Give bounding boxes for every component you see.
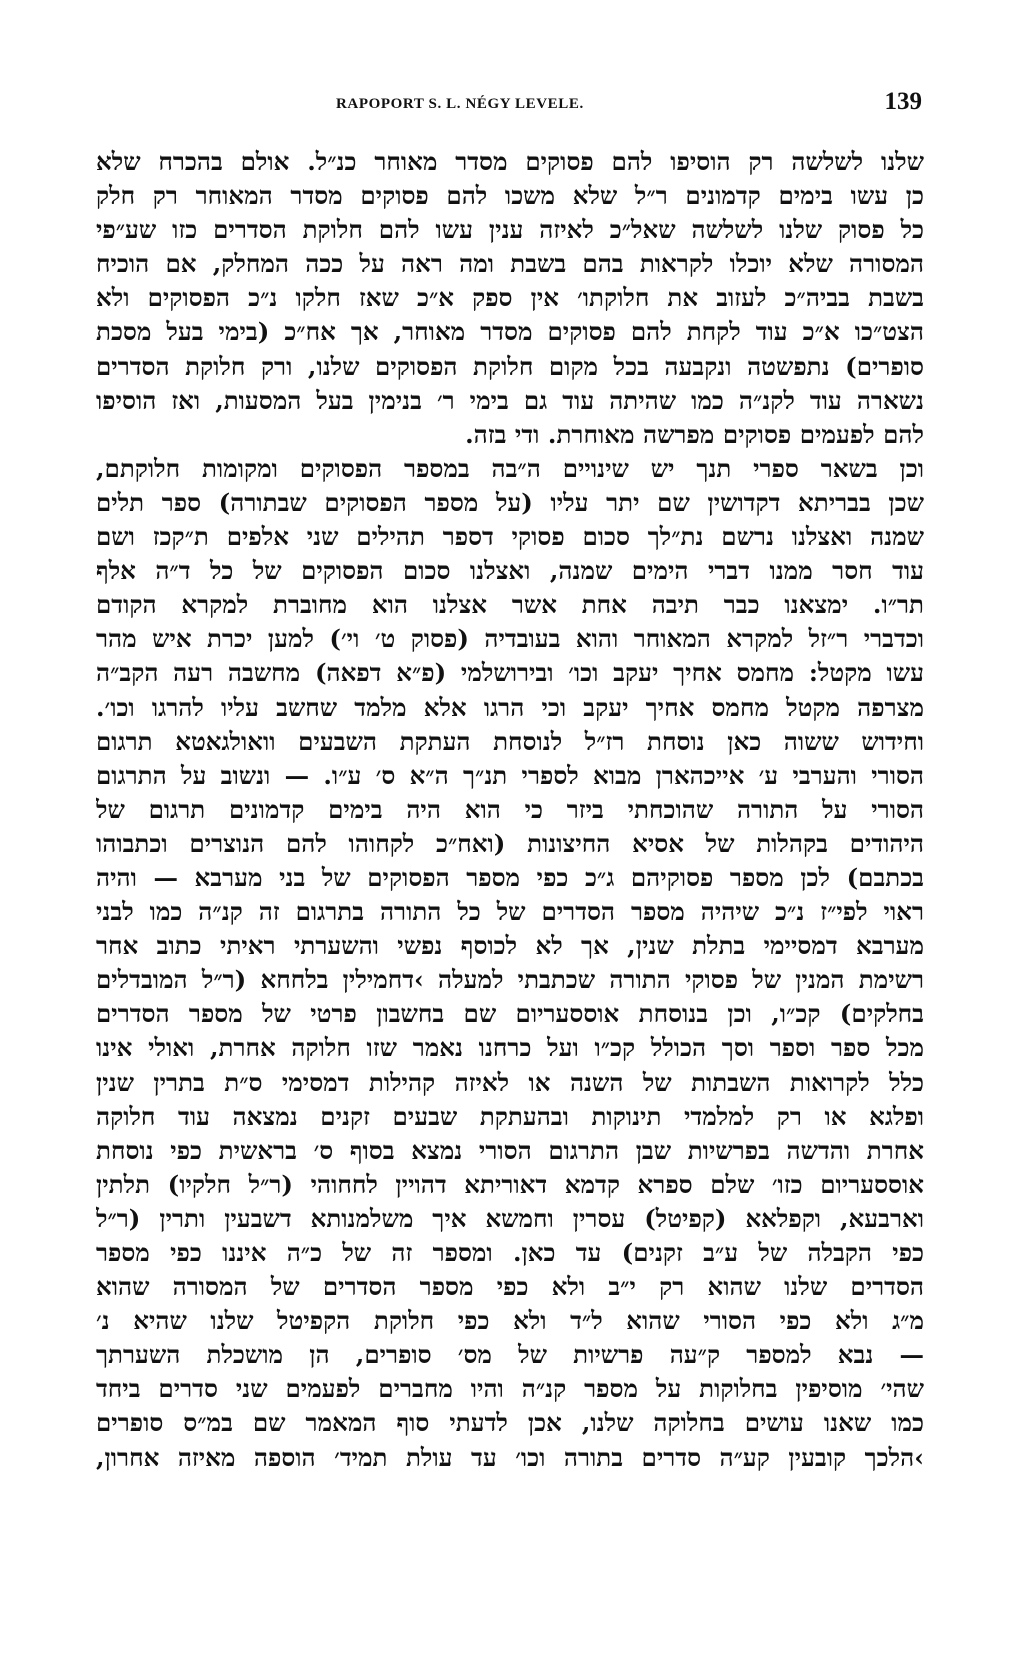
text-line: תר״ו. ימצאנו כבר תיבה אחת אשר אצלנו הוא מחוברת למקרא הקודם — [96, 590, 924, 620]
text-line: כל פסוק שלנו לשלשה שאל״כ לאיזה ענין עשו להם חלוקת הסדרים כזו שע״פי — [96, 215, 924, 245]
paragraph — [96, 145, 924, 452]
text-line: ראוי לפי״ז נ״כ שיהיה מספר הסדרים של כל התורה בתרגום זה קנ״ה כמו לבני — [96, 897, 924, 927]
body-text — [96, 145, 924, 1475]
text-line: שמנה ואצלנו נרשם נת״לך סכום פסוקי דספר תהילים שני אלפים ת״קכז ושם — [96, 522, 924, 552]
text-line: נשארה עוד לקנ״ה כמו שהיתה עוד גם בימי ר׳ בנימין בעל המסעות, ואז הוסיפו — [96, 385, 924, 415]
text-line: הסורי על התורה שהוכחתי ביזר כי הוא היה בימים קדמונים תרגום של — [96, 794, 924, 824]
text-line: רשימת המנין של פסוקי התורה שכתבתי למעלה ›דחמילין בלחחא (ר״ל המובדלים — [96, 965, 924, 995]
text-line: עוד חסר ממנו דברי הימים שמנה, ואצלנו סכום הפסוקים של כל ד״ה אלף — [96, 556, 924, 586]
text-line: המסורה שלא יוכלו לקראות בהם בשבת ומה ראה על ככה המחלק, אם הוכיח — [96, 249, 924, 279]
text-line: מערבא דמסיימי בתלת שנין, אך לא לכוסף נפשי והשערתי ראיתי כתוב אחר — [96, 931, 924, 961]
text-line: כפי הקבלה של ע״ב זקנים) עד כאן. ומספר זה של כ״ה איננו כפי מספר — [96, 1238, 924, 1267]
text-line: ›הלכך קובעין קע״ה סדרים בתורה וכו׳ עד עולת תמיד׳ הוספה מאיזה אחרון, — [96, 1442, 924, 1472]
text-line: — נבא למספר ק״עה פרשיות של מס׳ סופרים, הן מושכלת השערתך — [96, 1340, 924, 1370]
paragraph — [96, 452, 924, 1475]
text-line: שכן בבריתא דקדושין שם יתר עליו (על מספר הפסוקים שבתורה) ספר תלים — [96, 487, 924, 517]
running-head-title: RAPOPORT S. L. NÉGY LEVELE. — [336, 96, 584, 112]
text-line: מכל ספר וספר וסך הכולל קכ״ו ועל כרחנו נאמר שזו חלוקה אחרת, ואולי אינו — [96, 1033, 924, 1063]
text-line: עשו מקטל: מחמס אחיך יעקב וכו׳ ובירושלמי (פ״א דפאה) מחשבה רעה הקב״ה — [96, 658, 924, 688]
text-line: כמו שאנו עושים בחלוקה שלנו, אכן לדעתי סוף המאמר שם במ״ס סופרים — [96, 1408, 924, 1438]
text-line: בכתבם) לכן מספר פסוקיהם ג״כ כפי מספר הפסוקים של בני מערבא — והיה — [96, 862, 924, 892]
text-line: וארבעא, וקפלאא (קפיטל) עסרין וחמשא איך משלמנותא דשבעין ותרין (ר״ל — [96, 1203, 924, 1233]
text-line: היהודים בקהלות של אסיא החיצונות (ואח״כ לקחוהו להם הנוצרים וכתבוהו — [96, 828, 924, 858]
text-line: בשבת בביה״כ לעזוב את חלוקתו׳ אין ספק א״כ שאז חלקו נ״כ הפסוקים ולא — [96, 283, 924, 313]
text-line: אוססעריום כזו׳ שלם ספרא קדמא דאוריתא דהויין לחחוהי (ר״ל חלקיו) תלתין — [96, 1169, 924, 1199]
text-line: וכן בשאר ספרי תנך יש שינויים ה״בה במספר הפסוקים ומקומות חלוקתם, — [96, 453, 924, 483]
page-number: 139 — [884, 88, 922, 115]
text-line: וחידוש ששוה כאן נוסחת רז״ל לנוסחת העתקת השבעים וואולגאטא תרגום — [96, 726, 924, 756]
text-line: שהי׳ מוסיפין בחלוקות על מספר קנ״ה והיו מחברים לפעמים שני סדרים ביחד — [96, 1374, 924, 1404]
text-line: אחרת והדשה בפרשיות שבן התרגום הסורי נמצא בסוף ס׳ בראשית כפי נוסחת — [96, 1135, 924, 1165]
text-line: מצרפה מקטל מחמס אחיך יעקב וכי הרגו אלא מלמד שחשב עליו להרגו וכו׳. — [96, 692, 924, 722]
text-line: הסורי והערבי ע׳ אייכהארן מבוא לספרי תנ״ך ה״א ס׳ ע״ו. — ונשוב על התרגום — [96, 760, 924, 790]
text-line: וכדברי ר״זל למקרא המאוחר והוא בעובדיה (פסוק ט׳ וי׳) למען יכרת איש מהר — [96, 624, 924, 654]
text-line: כלל לקרואות השבתות של השנה או לאיזה קהילות דמסימי ס״ת בתרין שנין — [96, 1067, 924, 1097]
text-line: שלנו לשלשה רק הוסיפו להם פסוקים מסדר מאוחר כנ״ל. אולם בהכרח שלא — [96, 147, 924, 176]
text-line: להם לפעמים פסוקים מפרשה מאוחרת. ודי בזה. — [465, 419, 924, 449]
text-line: סופרים) נתפשטה ונקבעה בכל מקום חלוקת הפסוקים שלנו, ורק חלוקת הסדרים — [96, 351, 924, 381]
text-line: מ״ג ולא כפי הסורי שהוא ל״ד ולא כפי חלוקת הקפיטל שלנו שהיא נ׳ — [96, 1306, 924, 1336]
text-line: הסדרים שלנו שהוא רק י״ב ולא כפי מספר הסדרים של המסורה שהוא — [96, 1272, 924, 1302]
text-line: הצט״כו א״כ עוד לקחת להם פסוקים מסדר מאוחר, אך אח״כ (בימי בעל מסכת — [96, 317, 924, 347]
text-line: בחלקים) קכ״ו, וכן בנוסחת אוססעריום שם בחשבון פרטי של מספר הסדרים — [96, 999, 924, 1029]
running-head — [100, 88, 922, 128]
text-line: כן עשו בימים קדמונים ר״ל שלא משכו להם פסוקים מסדר המאוחר רק חלק — [96, 181, 924, 211]
text-line: ופלגא או רק למלמדי תינוקות ובהעתקת שבעים זקנים נמצאה עוד חלוקה — [96, 1101, 924, 1131]
